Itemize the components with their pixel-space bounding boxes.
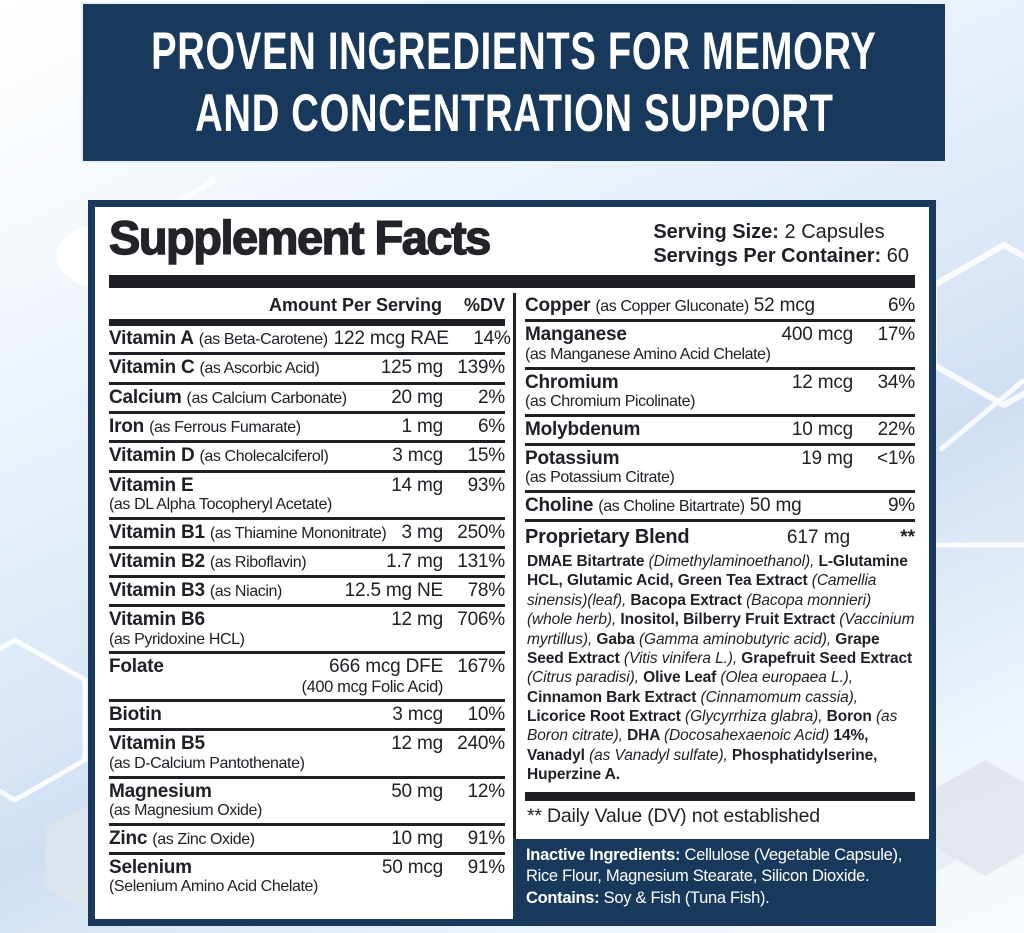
nutrient-name: Vitamin C xyxy=(109,357,195,379)
nutrient-dv: 2% xyxy=(477,386,505,408)
nutrient-name: Vitamin B1 xyxy=(109,521,205,543)
serving-size-value: 2 Capsules xyxy=(778,221,885,243)
nutrient-amount: 52 mcg xyxy=(753,295,815,317)
supplement-facts-panel xyxy=(88,200,936,926)
nutrient-name: Calcium xyxy=(109,386,182,408)
nutrient-qualifier: (as Chromium Picolinate) xyxy=(525,392,696,410)
blend-segment: (Docosahexaenoic Acid) xyxy=(663,727,834,745)
nutrient-row-main xyxy=(109,475,505,496)
nutrient-dv: 34% xyxy=(877,371,915,393)
blend-name: Proprietary Blend xyxy=(525,526,690,549)
blend-segment: (Camellia sinensis)(leaf), xyxy=(527,572,877,609)
blend-segment: Bacopa Extract xyxy=(630,591,747,609)
nutrient-row-main xyxy=(525,495,915,516)
nutrient-amount: 400 mcg xyxy=(781,324,853,346)
nutrient-row-main xyxy=(109,328,511,350)
nutrient-qualifier: (as Ferrous Fumarate) xyxy=(149,418,301,436)
nutrient-name: Folate xyxy=(109,656,164,678)
nutrient-qualifier: (Selenium Amino Acid Chelate) xyxy=(109,878,318,896)
nutrient-name: Vitamin B3 xyxy=(109,580,205,602)
nutrient-dv: 15% xyxy=(467,445,505,467)
nutrient-name: Biotin xyxy=(109,704,162,726)
nutrient-row-main xyxy=(109,656,505,696)
banner-line-2: AND CONCENTRATION SUPPORT xyxy=(194,83,834,143)
nutrient-amount-note: (400 mcg Folic Acid) xyxy=(301,677,443,696)
proprietary-blend-row xyxy=(525,519,915,549)
nutrient-qualifier: (as Riboflavin) xyxy=(209,553,307,571)
nutrient-row xyxy=(109,575,505,604)
nutrient-row xyxy=(109,411,505,440)
nutrient-name: Potassium xyxy=(525,447,620,469)
blend-segment: Cinnamon Bark Extract xyxy=(527,688,701,706)
inactive-ingredients-text: Cellulose (Vegetable Capsule), Rice Flour, Magnesium Stearate, Silicon Dioxide. xyxy=(526,845,903,886)
blend-segment: (Vitis vinifera L.), xyxy=(623,649,742,667)
nutrient-row xyxy=(525,490,915,519)
nutrient-row xyxy=(109,470,505,517)
panel-header xyxy=(95,207,929,268)
nutrient-dv: 10% xyxy=(467,704,505,726)
nutrient-name: Vitamin A xyxy=(109,328,194,350)
nutrient-dv: 240% xyxy=(457,733,505,755)
nutrient-row xyxy=(109,382,505,411)
blend-amount: 617 mg xyxy=(786,527,851,549)
nutrient-amount: 19 mg xyxy=(801,447,853,469)
nutrient-row xyxy=(109,326,511,352)
inactive-ingredients-label: Inactive Ingredients: xyxy=(526,845,681,864)
nutrient-dv: 93% xyxy=(467,474,505,496)
nutrient-qualifier: (as Ascorbic Acid) xyxy=(199,360,320,378)
nutrient-qualifier: (as Beta-Carotene) xyxy=(198,331,328,349)
nutrient-row-main xyxy=(109,781,505,802)
nutrient-dv: 131% xyxy=(457,550,505,572)
blend-segment: Gaba xyxy=(596,630,639,648)
nutrient-row xyxy=(109,852,505,899)
serving-info xyxy=(653,221,909,268)
nutrient-row-main xyxy=(109,416,505,437)
blend-ingredient-list xyxy=(525,549,915,791)
nutrient-amount: 1.7 mg xyxy=(386,550,443,572)
nutrient-row xyxy=(109,823,505,852)
nutrient-row-main xyxy=(109,704,505,725)
nutrient-qualifier: (as Calcium Carbonate) xyxy=(186,389,347,407)
nutrient-amount: 20 mg xyxy=(391,386,443,408)
nutrient-dv: 22% xyxy=(877,418,915,440)
nutrient-name: Chromium xyxy=(525,371,619,393)
nutrient-amount: 12 mg xyxy=(391,609,443,631)
nutrient-name: Choline xyxy=(525,494,594,516)
panel-title: Supplement Facts xyxy=(109,211,490,264)
nutrient-qualifier: (as Manganese Amino Acid Chelate) xyxy=(525,345,771,363)
nutrient-amount: 122 mcg RAE xyxy=(333,328,449,350)
nutrient-name: Vitamin E xyxy=(109,474,194,496)
nutrient-row xyxy=(109,728,505,775)
blend-segment: DHA xyxy=(627,727,664,745)
blend-segment: (Glycyrrhiza glabra), xyxy=(685,708,827,726)
nutrient-name: Copper xyxy=(525,295,591,317)
nutrient-row-main xyxy=(109,857,505,878)
nutrient-row-main xyxy=(109,580,505,601)
nutrient-name: Vitamin B6 xyxy=(109,609,205,631)
blend-segment: Licorice Root Extract xyxy=(527,708,686,726)
nutrient-row xyxy=(109,352,505,381)
nutrient-name: Iron xyxy=(109,415,145,437)
dv-header-label: %DV xyxy=(463,295,505,316)
nutrient-amount: 10 mg xyxy=(391,827,443,849)
nutrient-qualifier: (as DL Alpha Tocopheryl Acetate) xyxy=(109,495,332,513)
blend-segment: 14%, Vanadyl xyxy=(527,727,869,764)
nutrient-qualifier: (as Potassium Citrate) xyxy=(525,469,675,487)
nutrient-row xyxy=(109,546,505,575)
nutrient-row-main xyxy=(109,828,505,849)
nutrient-qualifier: (as Choline Bitartrate) xyxy=(598,497,745,515)
nutrient-dv: 9% xyxy=(887,494,915,516)
nutrient-row-main xyxy=(109,357,505,378)
blend-segment: (Olea europaea L.), xyxy=(720,669,853,687)
banner xyxy=(83,4,945,161)
nutrient-dv: 139% xyxy=(457,357,505,379)
nutrient-name: Selenium xyxy=(109,856,192,878)
nutrient-row-main xyxy=(109,522,505,543)
servings-value: 60 xyxy=(881,244,909,267)
blend-segment: Phosphatidylserine, Huperzine A. xyxy=(527,746,878,784)
nutrient-amount: 12 mcg xyxy=(791,371,853,393)
nutrient-row-main xyxy=(109,733,505,754)
nutrient-row xyxy=(525,319,915,366)
nutrient-qualifier: (as Copper Gluconate) xyxy=(595,298,749,316)
contains-text: Soy & Fish (Tuna Fish). xyxy=(599,889,770,908)
header-divider-bar xyxy=(109,275,915,288)
blend-segment: Grape Seed Extract xyxy=(527,630,880,667)
nutrient-amount: 125 mg xyxy=(380,357,443,379)
nutrient-row xyxy=(525,293,915,319)
nutrient-row-main xyxy=(109,609,505,630)
right-nutrient-rows xyxy=(525,293,915,519)
nutrient-amount: 50 mcg xyxy=(381,856,443,878)
blend-segment: Boron xyxy=(826,708,876,726)
nutrient-name: Vitamin B5 xyxy=(109,733,205,755)
footnote-divider-bar xyxy=(525,792,915,801)
nutrient-qualifier: (as Magnesium Oxide) xyxy=(109,801,262,819)
inactive-ingredients-box xyxy=(513,839,929,919)
daily-value-footnote: ** Daily Value (DV) not established xyxy=(527,804,820,827)
servings-per-container-line xyxy=(653,245,909,269)
blend-segment: Olive Leaf xyxy=(643,669,721,687)
nutrient-row xyxy=(525,367,915,414)
servings-label: Servings Per Container: xyxy=(653,244,882,267)
nutrient-amount: 3 mcg xyxy=(392,445,443,467)
nutrient-row xyxy=(109,440,505,469)
nutrient-row-main xyxy=(109,387,505,408)
nutrient-dv: <1% xyxy=(877,447,915,469)
banner-line-1: PROVEN INGREDIENTS FOR MEMORY xyxy=(151,22,877,82)
nutrient-dv: 6% xyxy=(887,295,915,317)
nutrient-amount: 50 mg xyxy=(391,780,443,802)
nutrient-name: Magnesium xyxy=(109,780,212,802)
nutrient-dv: 91% xyxy=(467,856,505,878)
nutrient-row xyxy=(525,414,915,443)
nutrient-amount: 10 mcg xyxy=(791,418,853,440)
nutrient-row xyxy=(109,651,505,699)
amount-header-label: Amount Per Serving xyxy=(268,295,442,316)
nutrient-dv: 167% xyxy=(457,656,505,678)
blend-segment: (Gamma aminobutyric acid), xyxy=(638,630,836,648)
nutrient-name: Vitamin D xyxy=(109,445,195,467)
nutrient-row-main xyxy=(525,372,915,393)
nutrient-dv: 14% xyxy=(473,328,511,350)
left-column xyxy=(109,293,513,919)
amount-per-serving-header xyxy=(109,293,505,326)
blend-segment: (Bacopa monnieri)(whole herb), xyxy=(527,591,872,629)
blend-segment: (as Vanadyl sulfate), xyxy=(589,746,732,764)
nutrient-amount: 12.5 mg NE xyxy=(344,580,443,602)
nutrient-row xyxy=(109,776,505,823)
blend-dv: ** xyxy=(900,527,915,549)
serving-size-label: Serving Size: xyxy=(653,221,779,243)
nutrient-dv: 250% xyxy=(457,521,505,543)
serving-size-line xyxy=(653,221,909,245)
nutrient-row-main xyxy=(109,551,505,572)
nutrient-dv: 12% xyxy=(467,780,505,802)
left-nutrient-rows xyxy=(109,326,511,899)
blend-segment: L-Glutamine HCL, Glutamic Acid, Green Tea Extract xyxy=(527,553,908,590)
nutrient-qualifier: (as Niacin) xyxy=(209,583,282,601)
blend-segment: (Citrus paradisi), xyxy=(527,669,644,687)
blend-segment: Grapefruit Seed Extract xyxy=(741,649,913,667)
nutrient-row-main xyxy=(525,324,915,345)
nutrient-row-main xyxy=(525,419,915,440)
nutrient-qualifier: (as Thiamine Mononitrate) xyxy=(209,524,387,542)
nutrient-amount: 14 mg xyxy=(391,474,443,496)
blend-segment: Inositol, Bilberry Fruit Extract xyxy=(620,611,840,629)
right-column xyxy=(513,293,915,919)
nutrient-dv: 78% xyxy=(467,580,505,602)
nutrient-amount: 50 mg xyxy=(749,494,802,516)
nutrient-amount: 12 mg xyxy=(391,733,443,755)
blend-segment: DMAE Bitartrate xyxy=(527,553,649,571)
contains-label: Contains: xyxy=(526,889,600,908)
nutrient-row xyxy=(109,699,505,728)
nutrient-dv: 706% xyxy=(457,609,505,631)
nutrient-dv: 6% xyxy=(477,415,505,437)
nutrient-name: Manganese xyxy=(525,324,627,346)
nutrient-amount: 666 mcg DFE (400 mcg Folic Acid) xyxy=(301,656,443,696)
blend-segment: (Dimethylaminoethanol), xyxy=(648,553,819,571)
blend-segment: (Vaccinium myrtillus), xyxy=(527,611,915,648)
nutrient-row-main xyxy=(525,295,915,316)
nutrient-qualifier: (as D-Calcium Pantothenate) xyxy=(109,754,305,772)
nutrient-amount: 1 mg xyxy=(401,415,443,437)
nutrient-name: Molybdenum xyxy=(525,418,641,440)
nutrient-row xyxy=(525,443,915,490)
nutrient-row-main xyxy=(109,445,505,466)
nutrient-amount: 3 mcg xyxy=(392,704,443,726)
nutrient-qualifier: (as Pyridoxine HCL) xyxy=(109,630,245,648)
blend-segment: (Cinnamomum cassia), xyxy=(700,688,858,706)
nutrient-row-main xyxy=(525,448,915,469)
nutrient-dv: 17% xyxy=(877,324,915,346)
nutrient-name: Zinc xyxy=(109,827,148,849)
blend-segment: (as Boron citrate), xyxy=(527,708,898,745)
nutrient-amount: 3 mg xyxy=(401,521,443,543)
facts-columns xyxy=(109,288,915,919)
nutrient-qualifier: (as Zinc Oxide) xyxy=(152,830,255,848)
nutrient-qualifier: (as Cholecalciferol) xyxy=(199,448,329,466)
nutrient-dv: 91% xyxy=(467,827,505,849)
nutrient-row xyxy=(109,517,505,546)
nutrient-name: Vitamin B2 xyxy=(109,550,205,572)
nutrient-row xyxy=(109,604,505,651)
